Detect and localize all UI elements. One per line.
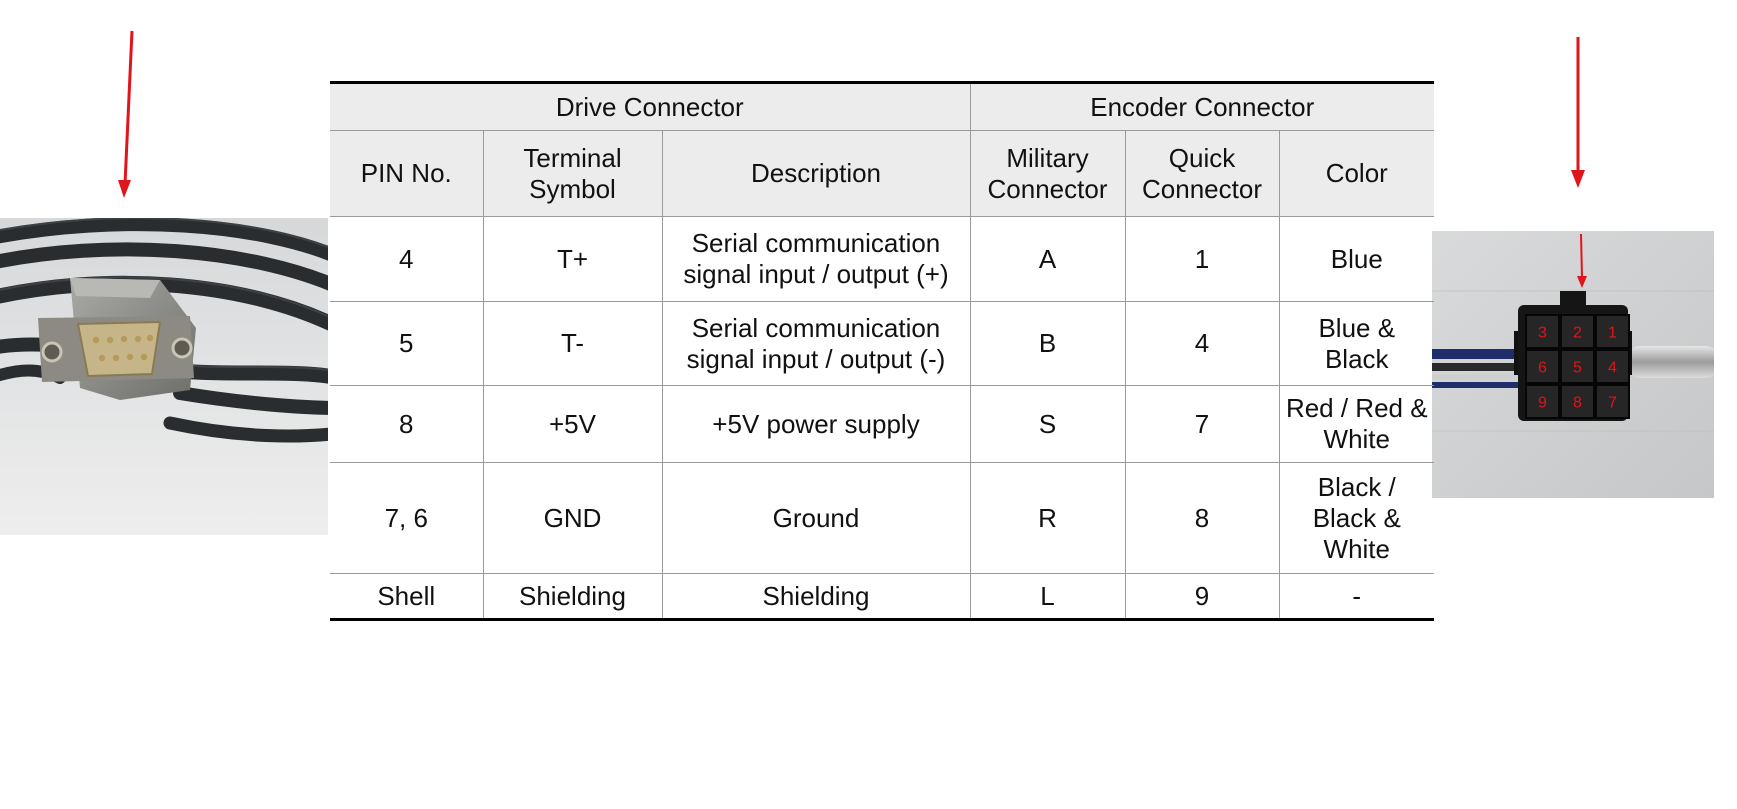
cell-terminal: Shielding — [483, 574, 662, 620]
cell-color: - — [1279, 574, 1434, 620]
cell-terminal: T+ — [483, 217, 662, 302]
table-row — [330, 302, 1434, 386]
col-header-description: Description — [662, 131, 970, 217]
quick-connector-pin-label: 8 — [1573, 394, 1582, 412]
cell-military: A — [970, 217, 1125, 302]
quick-connector-pin-grid — [1526, 315, 1629, 418]
cell-description: +5V power supply — [662, 386, 970, 463]
cell-military: B — [970, 302, 1125, 386]
quick-connector-pin-label: 1 — [1608, 324, 1617, 342]
cell-color: Blue — [1279, 217, 1434, 302]
pinout-table — [330, 81, 1434, 621]
cell-quick: 9 — [1125, 574, 1279, 620]
cell-terminal: +5V — [483, 386, 662, 463]
cell-color: Blue & Black — [1279, 302, 1434, 386]
arrow-down-left — [118, 31, 132, 198]
cell-description: Shielding — [662, 574, 970, 620]
quick-connector-pin-label: 6 — [1538, 359, 1547, 377]
quick-connector-pin-label: 2 — [1573, 324, 1582, 342]
cell-quick: 8 — [1125, 463, 1279, 574]
cell-color: Black / Black & White — [1279, 463, 1434, 574]
col-header-terminal: Terminal Symbol — [483, 131, 662, 217]
col-header-quick: Quick Connector — [1125, 131, 1279, 217]
quick-connector-pin-label: 3 — [1538, 324, 1547, 342]
cell-quick: 7 — [1125, 386, 1279, 463]
quick-connector-pin-label: 9 — [1538, 394, 1547, 412]
cell-pin: Shell — [330, 574, 483, 620]
quick-connector-pin-label: 5 — [1573, 359, 1582, 377]
cell-pin: 5 — [330, 302, 483, 386]
col-header-military: Military Connector — [970, 131, 1125, 217]
col-header-color: Color — [1279, 131, 1434, 217]
cell-color: Red / Red & White — [1279, 386, 1434, 463]
cell-pin: 8 — [330, 386, 483, 463]
drive-connector-group-header: Drive Connector — [330, 83, 970, 131]
cell-description: Ground — [662, 463, 970, 574]
cell-description: Serial communication signal input / output (-) — [662, 302, 970, 386]
cell-description: Serial communication signal input / output (+) — [662, 217, 970, 302]
drive-connector-photo — [0, 218, 328, 535]
cell-pin: 4 — [330, 217, 483, 302]
cell-terminal: GND — [483, 463, 662, 574]
cell-military: R — [970, 463, 1125, 574]
col-header-pin: PIN No. — [330, 131, 483, 217]
quick-connector-pin-label: 7 — [1608, 394, 1617, 412]
table-row — [330, 386, 1434, 463]
cell-quick: 1 — [1125, 217, 1279, 302]
quick-connector-pin-label: 4 — [1608, 359, 1617, 377]
cell-military: S — [970, 386, 1125, 463]
table-row — [330, 463, 1434, 574]
quick-connector-photo — [1432, 231, 1714, 498]
cell-terminal: T- — [483, 302, 662, 386]
table-row — [330, 217, 1434, 302]
cell-military: L — [970, 574, 1125, 620]
arrow-down-right — [1571, 37, 1585, 188]
encoder-connector-group-header: Encoder Connector — [970, 83, 1434, 131]
table-row — [330, 574, 1434, 620]
cell-quick: 4 — [1125, 302, 1279, 386]
cell-pin: 7, 6 — [330, 463, 483, 574]
